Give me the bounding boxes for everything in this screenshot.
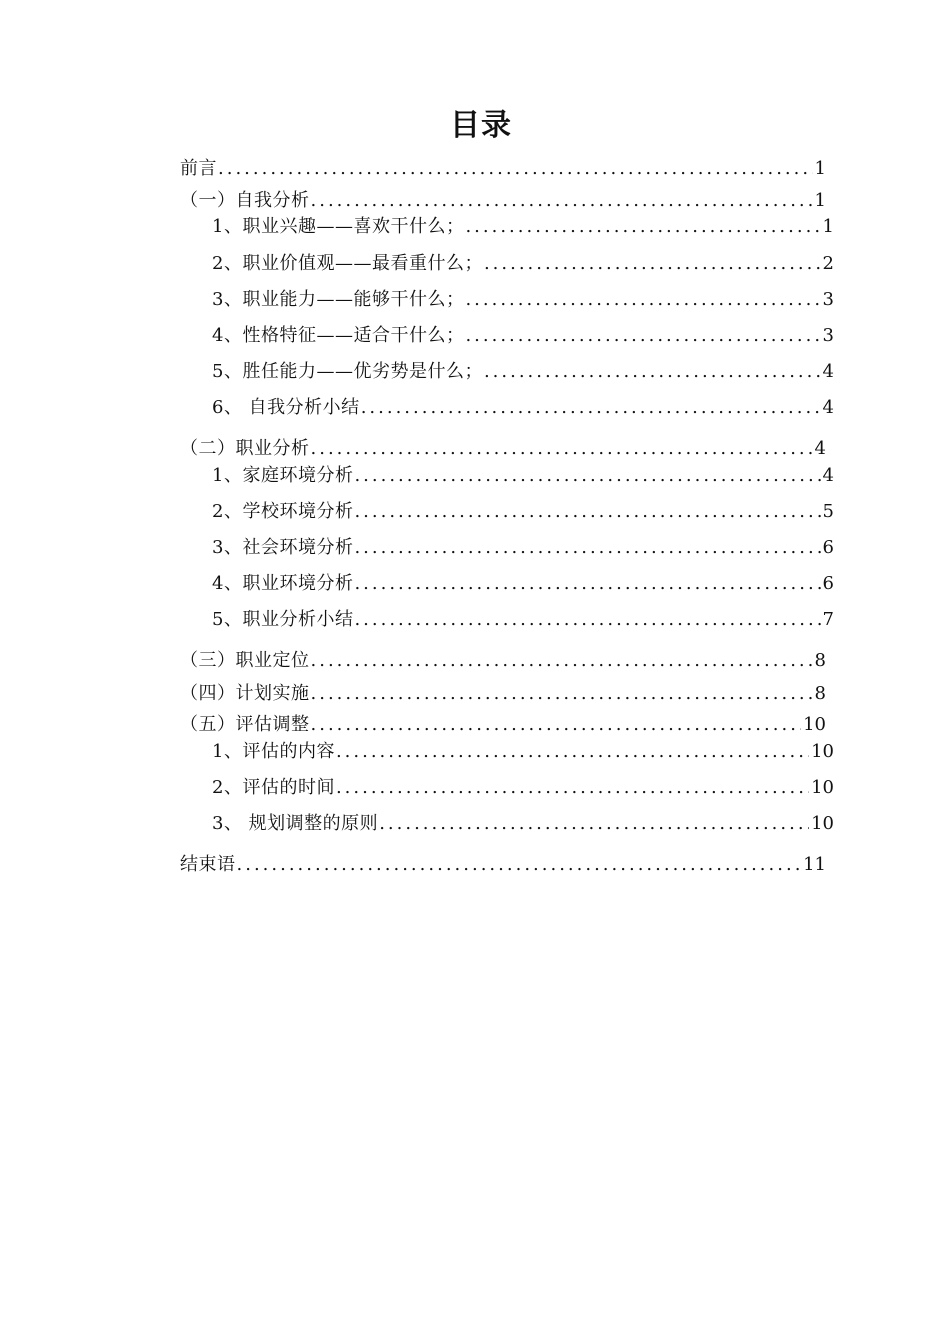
toc-entry-preface[interactable] (180, 155, 826, 183)
toc-entry-label: 2、评估的时间 (212, 777, 335, 798)
toc-entry-label: 5、职业分析小结 (212, 609, 354, 630)
toc-dot-leader (311, 187, 813, 215)
toc-dot-leader (354, 570, 820, 598)
toc-entry-subsection[interactable] (212, 738, 834, 766)
toc-entry-subsection[interactable] (212, 498, 834, 526)
toc-entry-subsection[interactable] (212, 462, 834, 490)
toc-dot-leader (465, 286, 820, 314)
toc-dot-leader (237, 851, 802, 879)
toc-entry-section-3[interactable] (180, 647, 826, 675)
toc-entry-label: （四）计划实施 (180, 683, 310, 704)
toc-dot-leader (465, 322, 820, 350)
toc-dot-leader (465, 213, 820, 241)
toc-entry-page: 5 (822, 501, 834, 522)
toc-entry-page: 3 (822, 325, 834, 346)
toc-dot-leader (484, 358, 821, 386)
toc-entry-label: 5、胜任能力——优劣势是什么； (212, 361, 483, 382)
toc-entry-page: 1 (814, 190, 826, 211)
toc-dot-leader (311, 435, 813, 463)
toc-entry-page: 10 (811, 741, 834, 762)
toc-entry-subsection[interactable] (212, 213, 834, 241)
toc-entry-page: 6 (822, 573, 834, 594)
toc-entry-subsection[interactable] (212, 534, 834, 562)
toc-dot-leader (361, 394, 821, 422)
toc-entry-page: 4 (822, 397, 834, 418)
toc-entry-label: （二）职业分析 (180, 438, 310, 459)
toc-entry-section-2[interactable] (180, 435, 826, 463)
toc-entry-label: 2、学校环境分析 (212, 501, 354, 522)
toc-entry-page: 8 (814, 683, 826, 704)
toc-entry-label: 结束语 (180, 854, 236, 875)
toc-entry-label: 1、家庭环境分析 (212, 465, 354, 486)
toc-entry-page: 4 (814, 438, 826, 459)
toc-dot-leader (311, 680, 813, 708)
toc-entry-subsection[interactable] (212, 250, 834, 278)
toc-dot-leader (218, 155, 813, 183)
toc-entry-label: 4、职业环境分析 (212, 573, 354, 594)
toc-entry-page: 1 (814, 158, 826, 179)
toc-entry-section-1[interactable] (180, 187, 826, 215)
toc-entry-subsection[interactable] (212, 286, 834, 314)
toc-entry-subsection[interactable] (212, 774, 834, 802)
toc-dot-leader (311, 711, 802, 739)
toc-entry-page: 3 (822, 289, 834, 310)
toc-entry-page: 10 (811, 813, 834, 834)
toc-entry-subsection[interactable] (212, 322, 834, 350)
toc-entry-label: 6、 自我分析小结 (212, 397, 360, 418)
toc-entry-page: 7 (822, 609, 834, 630)
toc-dot-leader (311, 647, 813, 675)
toc-dot-leader (354, 462, 820, 490)
toc-entry-page: 8 (814, 650, 826, 671)
toc-dot-leader (336, 774, 809, 802)
toc-entry-label: 1、职业兴趣——喜欢干什么； (212, 216, 465, 237)
toc-entry-section-5[interactable] (180, 711, 826, 739)
toc-entry-page: 4 (822, 465, 834, 486)
toc-dot-leader (336, 738, 809, 766)
toc-entry-page: 11 (803, 854, 826, 875)
toc-dot-leader (354, 606, 820, 634)
toc-entry-page: 10 (803, 714, 826, 735)
toc-entry-page: 10 (811, 777, 834, 798)
toc-dot-leader (379, 810, 809, 838)
toc-entry-page: 4 (822, 361, 834, 382)
toc-entry-label: 前言 (180, 158, 217, 179)
toc-entry-page: 6 (822, 537, 834, 558)
toc-entry-label: （五）评估调整 (180, 714, 310, 735)
toc-dot-leader (354, 534, 820, 562)
toc-entry-section-4[interactable] (180, 680, 826, 708)
toc-entry-subsection[interactable] (212, 606, 834, 634)
toc-entry-subsection[interactable] (212, 570, 834, 598)
toc-entry-label: （三）职业定位 (180, 650, 310, 671)
toc-entry-subsection[interactable] (212, 810, 834, 838)
toc-entry-label: （一）自我分析 (180, 190, 310, 211)
toc-entry-label: 3、职业能力——能够干什么； (212, 289, 465, 310)
toc-dot-leader (484, 250, 821, 278)
toc-entry-conclusion[interactable] (180, 851, 826, 879)
toc-entry-label: 2、职业价值观——最看重什么； (212, 253, 483, 274)
toc-entry-label: 3、社会环境分析 (212, 537, 354, 558)
toc-entry-page: 1 (822, 216, 834, 237)
toc-entry-subsection[interactable] (212, 358, 834, 386)
toc-title: 目录 (450, 108, 512, 143)
toc-dot-leader (354, 498, 820, 526)
toc-entry-subsection[interactable] (212, 394, 834, 422)
toc-entry-label: 1、评估的内容 (212, 741, 335, 762)
toc-entry-label: 3、 规划调整的原则 (212, 813, 379, 834)
toc-entry-page: 2 (822, 253, 834, 274)
toc-entry-label: 4、性格特征——适合干什么； (212, 325, 465, 346)
